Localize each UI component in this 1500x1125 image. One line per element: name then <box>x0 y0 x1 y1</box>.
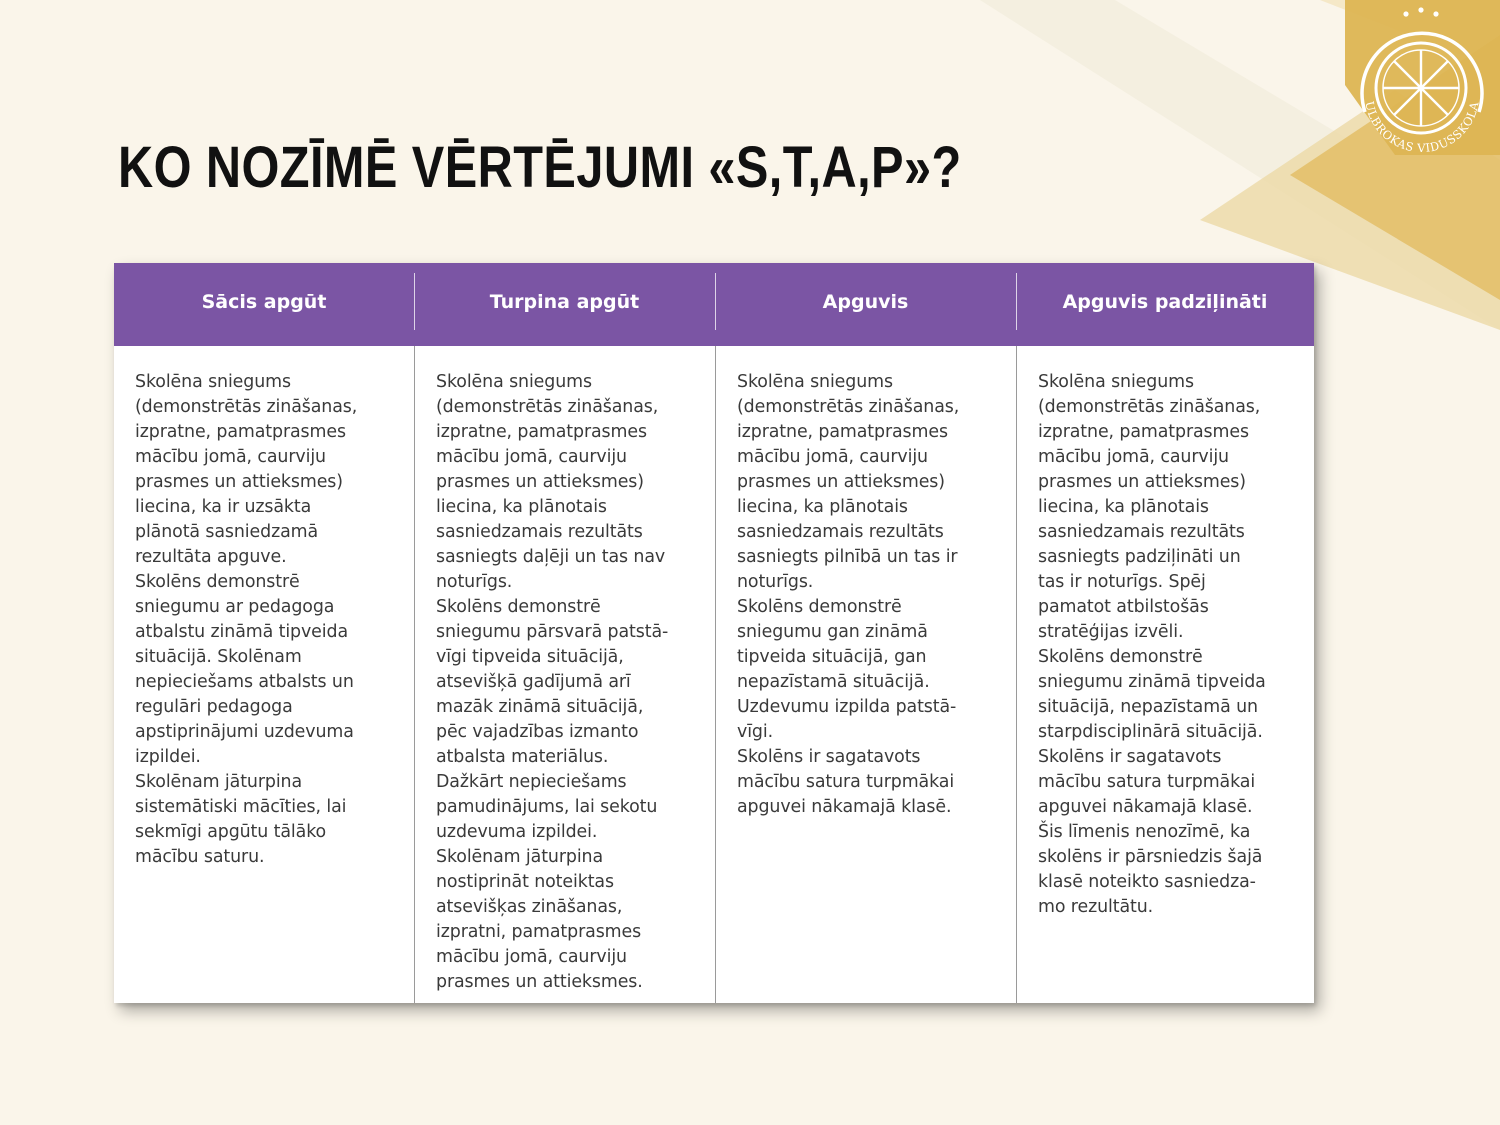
assessment-table <box>114 263 1314 1003</box>
logo-text: ULBROKAS VIDUSSKOLA <box>1362 99 1482 156</box>
column-header-sacis-apgut: Sācis apgūt <box>114 263 414 346</box>
column-header-turpina-apgut: Turpina apgūt <box>414 263 715 346</box>
page-title: KO NOZĪMĒ VĒRTĒJUMI «S,T,A,P»? <box>118 135 962 200</box>
school-logo <box>1340 0 1500 170</box>
description-apguvis-padzilinati: Skolēna sniegums (demonstrētās zināšanas, izpratne, pamatprasmes mācību jomā, caurviju prasmes un attieksmes) liecina, ka plānotais sasniedzamais rezultāts sasniegts padziļināti un tas ir noturīgs. Spēj pamatot atbilstošās stratēģijas izvēli. Skolēns demonstrē sniegumu zināmā tipveida situācijā, nepazīstamā un starpdisciplinārā situācijā. Skolēns ir sagatavots mācību satura turpmākai apguvei nākamajā klasē. Šis līmenis nenozīmē, ka skolēns ir pārsniedzis šajā klasē noteikto sasniedza- mo rezultātu. <box>1016 346 1314 1003</box>
column-header-apguvis-padzilinati: Apguvis padziļināti <box>1016 263 1314 346</box>
orange-slice-icon <box>1340 0 1500 170</box>
description-turpina-apgut: Skolēna sniegums (demonstrētās zināšanas, izpratne, pamatprasmes mācību jomā, caurviju prasmes un attieksmes) liecina, ka plānotais sasniedzamais rezultāts sasniegts daļēji un tas nav noturīgs. Skolēns demonstrē sniegumu pārsvarā patstā- vīgi tipveida situācijā, atsevišķā gadījumā arī mazāk zināmā situācijā, pēc vajadzības izmanto atbalsta materiālus. Dažkārt nepieciešams pamudinājums, lai sekotu uzdevuma izpildei. Skolēnam jāturpina nostiprināt noteiktas atsevišķas zināšanas, izpratni, pamatprasmes mācību jomā, caurviju prasmes un attieksmes. <box>414 346 715 1003</box>
description-sacis-apgut: Skolēna sniegums (demonstrētās zināšanas, izpratne, pamatprasmes mācību jomā, caurviju prasmes un attieksmes) liecina, ka ir uzsākta plānotā sasniedzamā rezultāta apguve. Skolēns demonstrē sniegumu ar pedagoga atbalstu zināmā tipveida situācijā. Skolēnam nepieciešams atbalsts un regulāri pedagoga apstiprinājumi uzdevuma izpildei. Skolēnam jāturpina sistemātiski mācīties, lai sekmīgi apgūtu tālāko mācību saturu. <box>135 372 358 867</box>
column-header-apguvis: Apguvis <box>715 263 1016 346</box>
description-apguvis: Skolēna sniegums (demonstrētās zināšanas, izpratne, pamatprasmes mācību jomā, caurviju prasmes un attieksmes) liecina, ka plānotais sasniedzamais rezultāts sasniegts pilnībā un tas ir noturīgs. Skolēns demonstrē sniegumu gan zināmā tipveida situācijā, gan nepazīstamā situācijā. Uzdevumu izpilda patstā- vīgi. Skolēns ir sagatavots mācību satura turpmākai apguvei nākamajā klasē. <box>715 346 1016 1003</box>
